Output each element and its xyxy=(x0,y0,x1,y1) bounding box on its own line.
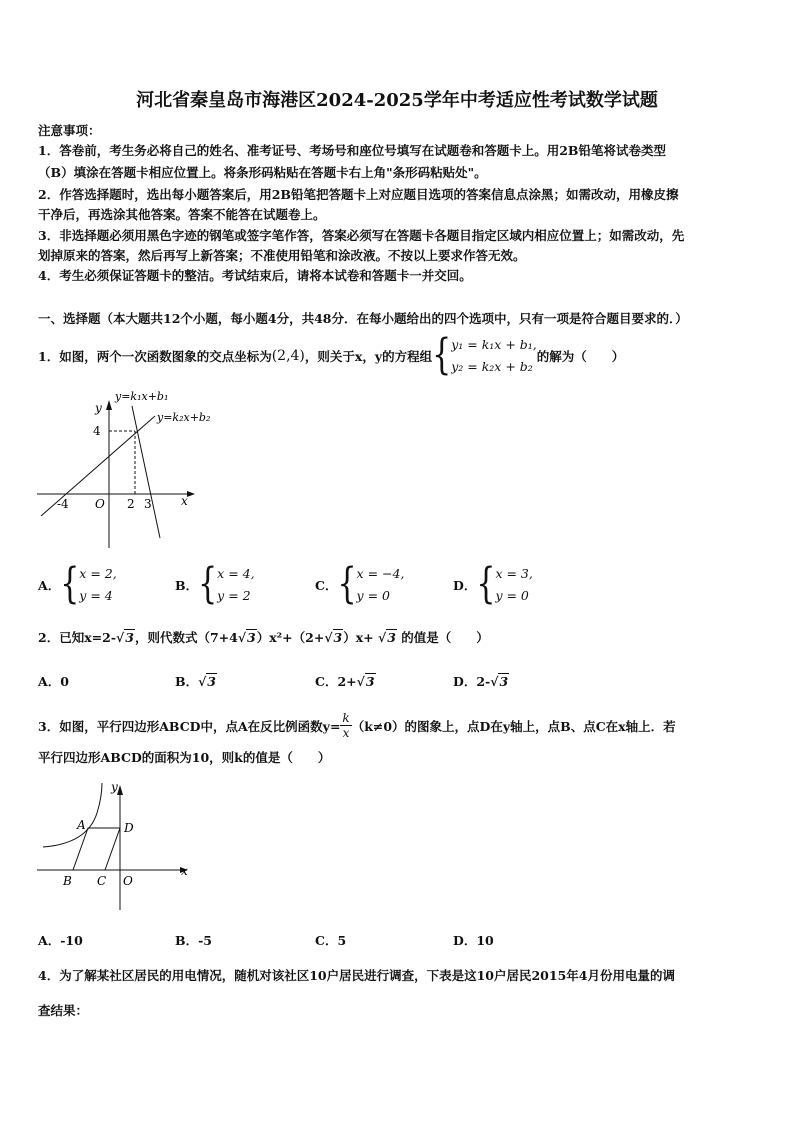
option-label: B． xyxy=(175,933,199,948)
q3-option-b[interactable] xyxy=(175,931,212,949)
option-line: x = 3, xyxy=(495,566,533,581)
q2-text-e: 的值是（ ） xyxy=(396,630,489,645)
option-value: 2- xyxy=(476,674,491,689)
option-brace: { xyxy=(476,559,496,609)
notice-line: （B）填涂在答题卡相应位置上。将条形码粘贴在答题卡右上角"条形码粘贴处"。 xyxy=(38,165,487,180)
radicand: 3 xyxy=(499,674,509,689)
q1-text-c: 的解为（ ） xyxy=(536,349,625,364)
q1-point: (2,4) xyxy=(271,348,305,364)
fraction-denominator: x xyxy=(342,726,350,740)
q1-tick-x3: 3 xyxy=(144,497,152,511)
q2-option-c[interactable] xyxy=(315,672,376,690)
option-label: C． xyxy=(315,578,338,593)
q2-option-b[interactable] xyxy=(175,672,217,690)
q1-text-a: 1．如图，两个一次函数图象的交点坐标为 xyxy=(38,349,272,364)
option-label: D． xyxy=(453,933,477,948)
sqrt-symbol: √3 xyxy=(237,630,256,645)
notice-line: 划掉原来的答案，然后再写上新答案；不准使用铅笔和涂改液。不按以上要求作答无效。 xyxy=(38,248,526,263)
sqrt-symbol: √3 xyxy=(198,674,216,689)
q3-text-b: （k≠0）的图象上，点D在y轴上，点B、点C在x轴上．若 xyxy=(351,718,676,734)
q1-tick-y4: 4 xyxy=(93,424,101,438)
sqrt-symbol: √3 xyxy=(116,630,134,645)
q3-point-d: D xyxy=(124,821,134,835)
q1-tick-x2: 2 xyxy=(127,497,135,511)
radicand: 3 xyxy=(207,674,216,689)
option-line: x = 4, xyxy=(217,566,255,581)
q3-y-label: y xyxy=(111,780,118,794)
q1-tick-xm4: -4 xyxy=(57,497,69,511)
q1-graph xyxy=(35,388,235,553)
option-label: C． xyxy=(315,933,338,948)
q1-eq1: y₁ = k₁x + b₁, xyxy=(451,337,537,352)
question-3-stem xyxy=(38,711,676,740)
option-label: D． xyxy=(453,674,477,689)
question-4-line1: 4．为了解某社区居民的用电情况，随机对该社区10户居民进行调查，下表是这10户居民2015年4月份用电量的调 xyxy=(38,968,675,983)
radicand: 3 xyxy=(333,630,343,645)
q1-line2-label: y=k₂x+b₂ xyxy=(157,411,211,424)
notice-heading: 注意事项： xyxy=(38,123,101,138)
sqrt-symbol: √3 xyxy=(378,630,396,645)
radicand: 3 xyxy=(247,630,256,645)
option-value: -5 xyxy=(198,933,212,948)
q1-option-b[interactable] xyxy=(175,559,255,609)
section-heading: 一、选择题（本大题共12个小题，每小题4分，共48分．在每小题给出的四个选项中，只有一项是符合题目要求的．） xyxy=(38,311,688,326)
notice-line: 1．答卷前，考生务必将自己的姓名、准考证号、考场号和座位号填写在试题卷和答题卡上。用2B铅笔将试卷类型 xyxy=(38,143,666,158)
option-label: B． xyxy=(175,578,199,593)
q3-point-c: C xyxy=(97,874,107,888)
question-3-line2: 平行四边形ABCD的面积为10，则k的值是（ ） xyxy=(38,750,331,765)
notice-line: 4．考生必须保证答题卡的整洁。考试结束后，请将本试卷和答题卡一并交回。 xyxy=(38,268,472,283)
q1-option-d[interactable] xyxy=(453,559,533,609)
fraction-numerator: k xyxy=(342,711,350,725)
notice-line: 3．非选择题必须用黑色字迹的钢笔或签字笔作答，答案必须写在答题卡各题目指定区域内相应位置上；如需改动，先 xyxy=(38,228,685,243)
q1-eq2: y₂ = k₂x + b₂ xyxy=(451,359,533,374)
q3-point-b: B xyxy=(63,874,72,888)
option-line: y = 4 xyxy=(79,588,113,603)
sqrt-symbol: √3 xyxy=(324,630,343,645)
q1-line1-label: y=k₁x+b₁ xyxy=(115,390,169,403)
q1-x-label: x xyxy=(181,494,188,508)
q1-equation-system xyxy=(451,334,537,378)
q2-option-a[interactable] xyxy=(38,672,69,690)
option-line: y = 2 xyxy=(217,588,251,603)
page-title: 河北省秦皇岛市海港区2024-2025学年中考适应性考试数学试题 xyxy=(136,90,658,111)
option-label: B． xyxy=(175,674,199,689)
option-line: x = 2, xyxy=(79,566,117,581)
option-line: y = 0 xyxy=(495,588,529,603)
radicand: 3 xyxy=(365,674,375,689)
radicand: 3 xyxy=(125,630,134,645)
question-4-line2: 查结果： xyxy=(38,1003,89,1018)
arrow-icon xyxy=(187,491,195,497)
q3-option-c[interactable] xyxy=(315,931,346,949)
q1-y-label: y xyxy=(95,401,102,415)
q2-text-b: ，则代数式（7+4 xyxy=(134,630,238,645)
q1-line-2 xyxy=(132,406,160,538)
q2-text-c: ）x²+（2+ xyxy=(256,630,325,645)
radicand: 3 xyxy=(387,630,396,645)
option-value: 2+ xyxy=(337,674,357,689)
option-system xyxy=(217,563,254,607)
sqrt-symbol: √3 xyxy=(490,674,509,689)
q3-text-a: 3．如图，平行四边形ABCD中，点A在反比例函数y= xyxy=(38,718,341,734)
option-line: x = −4, xyxy=(356,566,405,581)
arrow-icon xyxy=(106,400,112,410)
option-brace: { xyxy=(198,559,218,609)
option-value: -10 xyxy=(60,933,83,948)
notice-line: 2．作答选择题时，选出每小题答案后，用2B铅笔把答题卡上对应题目选项的答案信息点涂黑；如需改动，用橡皮擦 xyxy=(38,187,679,202)
option-brace: { xyxy=(337,559,357,609)
option-system xyxy=(79,563,116,607)
sqrt-symbol: √3 xyxy=(356,674,375,689)
option-label: D． xyxy=(453,578,477,593)
q3-point-a: A xyxy=(77,818,86,832)
option-line: y = 0 xyxy=(356,588,390,603)
notice-line: 干净后，再选涂其他答案。答案不能答在试题卷上。 xyxy=(38,207,326,222)
question-1-stem xyxy=(38,330,625,380)
q1-origin-label: O xyxy=(95,497,105,511)
q2-text-a: 2．已知x=2- xyxy=(38,630,117,645)
q1-brace: { xyxy=(432,330,452,380)
option-system xyxy=(495,563,532,607)
q3-graph xyxy=(35,775,200,915)
option-value: 0 xyxy=(60,674,69,689)
q2-text-d: ）x+ xyxy=(343,630,379,645)
q3-x-label: x xyxy=(181,864,188,878)
q1-option-c[interactable] xyxy=(315,559,405,609)
option-label: C． xyxy=(315,674,338,689)
option-brace: { xyxy=(60,559,80,609)
option-value: 10 xyxy=(476,933,494,948)
option-label: A． xyxy=(38,933,61,948)
option-label: A． xyxy=(38,674,61,689)
q3-parallelogram xyxy=(73,828,120,870)
q3-hyperbola-curve xyxy=(43,783,102,847)
option-value: 5 xyxy=(337,933,347,948)
q3-option-d[interactable] xyxy=(453,931,494,949)
q3-option-a[interactable] xyxy=(38,931,83,949)
q3-fraction xyxy=(340,711,351,740)
q2-option-d[interactable] xyxy=(453,672,509,690)
q3-origin: O xyxy=(123,874,133,888)
q1-text-b: ，则关于x，y的方程组 xyxy=(304,349,433,364)
option-system xyxy=(357,563,405,607)
question-2-stem xyxy=(38,628,489,646)
q1-option-a[interactable] xyxy=(38,559,117,609)
arrow-icon xyxy=(117,785,123,795)
option-label: A． xyxy=(38,578,61,593)
